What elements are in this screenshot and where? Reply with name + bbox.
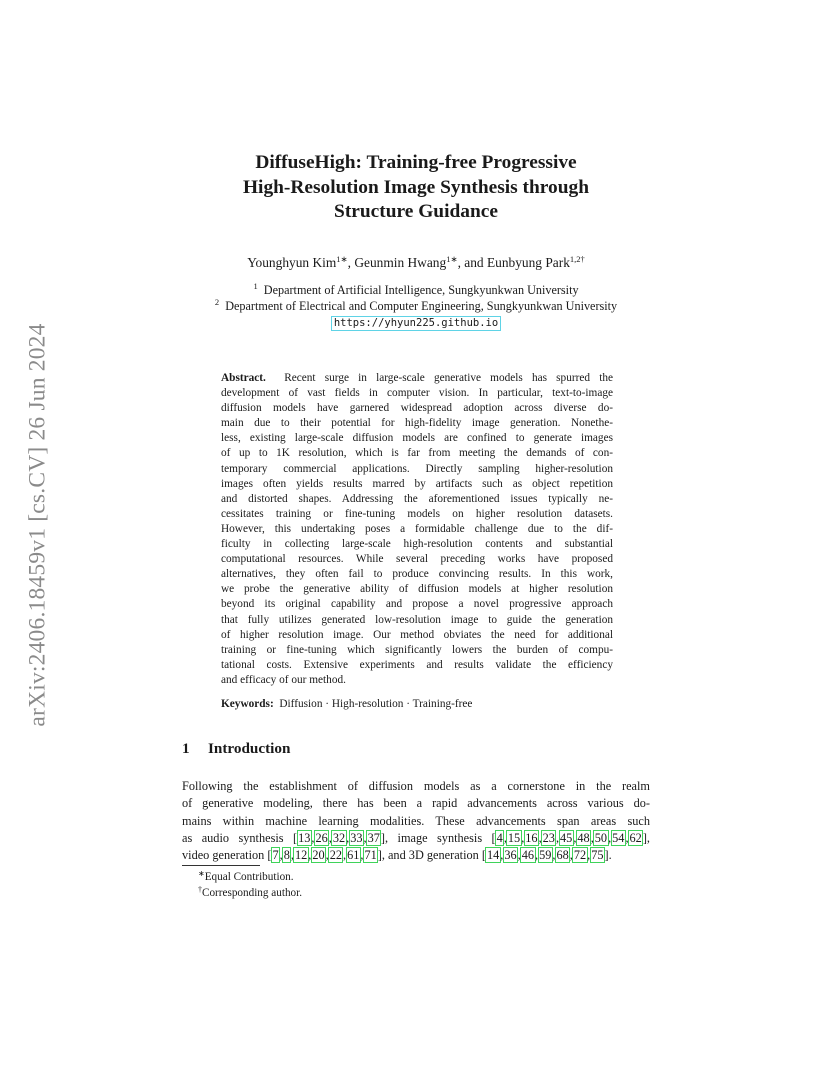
footnote-text: Equal Contribution. bbox=[204, 871, 294, 883]
body-text: ], and 3D generation [ bbox=[377, 848, 486, 863]
citation-separator: , bbox=[360, 848, 364, 863]
citation-link[interactable]: 46 bbox=[521, 848, 535, 863]
citation-link[interactable]: 59 bbox=[539, 848, 552, 863]
author-list bbox=[180, 255, 652, 271]
affiliation-url-line bbox=[180, 314, 652, 331]
citation-link[interactable]: 50 bbox=[594, 830, 608, 845]
abstract-line: temporary commercial applications. Directly sampling higher-resolution bbox=[221, 462, 613, 475]
citation-link[interactable]: 12 bbox=[294, 848, 308, 863]
author-name: Geunmin Hwang bbox=[354, 255, 447, 270]
section-number: 1 bbox=[182, 740, 190, 757]
citation-link[interactable]: 20 bbox=[312, 848, 325, 863]
project-url-link[interactable]: https://yhyun225.github.io bbox=[331, 316, 501, 331]
abstract-line: main due to their potential for high-fidelity image generation. Nonethe- bbox=[221, 417, 613, 430]
citation-link[interactable]: 16 bbox=[525, 830, 538, 845]
citation-separator: , bbox=[346, 830, 350, 845]
citation-separator: , bbox=[279, 848, 283, 863]
abstract-line: of up to 1K resolution, which is far from meeting the demands of con- bbox=[221, 447, 613, 460]
citation-link[interactable]: 71 bbox=[364, 848, 377, 863]
abstract-line: diffusion models have garnered widespread adoption across diverse do- bbox=[221, 402, 613, 415]
citation-separator: , bbox=[521, 830, 525, 845]
citation-separator: , bbox=[308, 848, 312, 863]
citation-link[interactable]: 62 bbox=[629, 830, 642, 845]
abstract-line: of higher resolution image. Our method obviates the need for additional bbox=[221, 628, 613, 641]
citation-separator: , bbox=[328, 830, 332, 845]
affiliation-text: Department of Electrical and Computer Engineering, Sungkyunkwan University bbox=[225, 299, 618, 313]
abstract-line: images often yields results marred by artifacts such as object repetition bbox=[221, 477, 613, 490]
abstract-line: and efficacy of our method. bbox=[221, 673, 346, 686]
citation-separator: , bbox=[555, 830, 560, 845]
abstract-line: that fully utilizes generated low-resolution image to guide the generation bbox=[221, 613, 613, 626]
footnote bbox=[198, 870, 302, 886]
introduction-text bbox=[182, 778, 650, 864]
abstract-line: we probe the generative ability of diffusion models at higher resolution bbox=[221, 583, 613, 596]
body-text: as audio synthesis [ bbox=[182, 830, 298, 845]
citation-link[interactable]: 23 bbox=[542, 830, 555, 845]
title-line: DiffuseHigh: Training-free Progressive bbox=[255, 152, 577, 173]
citation-link[interactable]: 14 bbox=[486, 848, 500, 863]
citation-group-3d bbox=[486, 848, 605, 862]
citation-separator: , bbox=[517, 848, 521, 863]
affiliation-mark: 2 bbox=[214, 297, 220, 307]
footnote bbox=[198, 886, 302, 902]
abstract-line bbox=[221, 371, 613, 386]
citation-separator: , bbox=[290, 848, 294, 863]
citation-link[interactable]: 32 bbox=[332, 830, 346, 845]
citation-separator: , bbox=[500, 848, 504, 863]
abstract bbox=[221, 371, 613, 688]
citation-separator: , bbox=[538, 830, 542, 845]
author-mark: 1,2† bbox=[569, 254, 585, 264]
abstract-line: beyond its original capability and propose a novel progressive approach bbox=[221, 598, 613, 611]
citation-link[interactable]: 15 bbox=[507, 830, 521, 845]
section-heading bbox=[182, 740, 290, 758]
citation-link[interactable]: 54 bbox=[612, 830, 625, 845]
abstract-line: and distorted shapes. Addressing the aforementioned issues typically ne- bbox=[221, 492, 613, 505]
citation-separator: , bbox=[325, 848, 329, 863]
citation-separator: , bbox=[587, 848, 591, 863]
citation-link[interactable]: 4 bbox=[496, 830, 503, 845]
body-line: Following the establishment of diffusion models as a cornerstone in the realm bbox=[182, 779, 650, 793]
author-mark: 1∗ bbox=[336, 254, 348, 264]
title-line: Structure Guidance bbox=[334, 201, 498, 222]
author-separator: , bbox=[347, 255, 355, 270]
footnote-text: Corresponding author. bbox=[202, 886, 303, 899]
citation-link[interactable]: 48 bbox=[577, 830, 590, 845]
citation-separator: , bbox=[342, 848, 347, 863]
abstract-line: ficulty in collecting large-scale high-resolution contents and substantial bbox=[221, 538, 613, 551]
abstract-line: less, existing large-scale diffusion models are confined to generate images bbox=[221, 432, 613, 445]
abstract-line: tational costs. Extensive experiments and results validate the efficiency bbox=[221, 658, 613, 671]
citation-link[interactable]: 22 bbox=[329, 848, 342, 863]
citation-group-image bbox=[496, 831, 643, 845]
citation-separator: , bbox=[535, 848, 539, 863]
citation-separator: , bbox=[625, 830, 629, 845]
author-name: Younghyun Kim bbox=[247, 255, 337, 270]
citation-separator: , bbox=[573, 830, 577, 845]
footnote-mark: † bbox=[198, 884, 202, 894]
section-title: Introduction bbox=[208, 740, 291, 757]
citation-link[interactable]: 7 bbox=[272, 848, 279, 863]
citation-link[interactable]: 26 bbox=[315, 830, 328, 845]
keywords-text: Diffusion · High-resolution · Training-free bbox=[279, 698, 473, 710]
citation-separator: , bbox=[608, 830, 612, 845]
paper-title bbox=[180, 151, 652, 225]
footnote-rule bbox=[182, 865, 260, 866]
body-line-citations bbox=[182, 847, 650, 864]
affiliation bbox=[180, 282, 652, 298]
body-text: ]. bbox=[604, 848, 612, 863]
citation-link[interactable]: 72 bbox=[573, 848, 587, 863]
citation-link[interactable]: 75 bbox=[591, 848, 604, 863]
author-separator: , and bbox=[457, 255, 487, 270]
citation-separator: , bbox=[363, 830, 367, 845]
body-text: video generation [ bbox=[182, 848, 272, 863]
affiliation-mark: 1 bbox=[253, 281, 258, 291]
abstract-line: However, this undertaking poses a formidable challenge due to the dif- bbox=[221, 522, 613, 535]
body-text: ], image synthesis [ bbox=[380, 830, 496, 845]
citation-group-video bbox=[271, 848, 377, 862]
affiliation-text: Department of Artificial Intelligence, Sungkyunkwan University bbox=[263, 283, 579, 297]
author-mark: 1∗ bbox=[446, 254, 458, 264]
arxiv-identifier: arXiv:2406.18459v1 [cs.CV] 26 Jun 2024 bbox=[24, 323, 51, 727]
body-line-citations bbox=[182, 830, 650, 847]
citation-link[interactable]: 36 bbox=[504, 848, 517, 863]
body-line: mains within machine learning modalities. These advancements span areas such bbox=[182, 813, 650, 828]
citation-link[interactable]: 33 bbox=[350, 830, 363, 845]
body-text: ], bbox=[642, 830, 650, 845]
citation-link[interactable]: 61 bbox=[347, 848, 360, 863]
footnote-mark: ∗ bbox=[198, 869, 205, 878]
abstract-line: computational resources. While several preceding works have proposed bbox=[221, 553, 613, 566]
citation-separator: , bbox=[503, 830, 507, 845]
citation-group-audio bbox=[297, 831, 381, 845]
abstract-label: Abstract. bbox=[221, 372, 266, 384]
abstract-line: alternatives, they often fail to produce convincing results. In this work, bbox=[221, 568, 613, 581]
citation-link[interactable]: 45 bbox=[560, 830, 573, 845]
citation-separator: , bbox=[552, 848, 556, 863]
citation-link[interactable]: 68 bbox=[556, 848, 569, 863]
abstract-line: development of vast fields in computer vision. In particular, text-to-image bbox=[221, 387, 613, 400]
citation-separator: , bbox=[311, 830, 315, 845]
citation-link[interactable]: 13 bbox=[298, 830, 311, 845]
keywords-label: Keywords: bbox=[221, 698, 274, 710]
affiliation bbox=[180, 298, 652, 314]
body-line: of generative modeling, there has been a rapid advancements across various do- bbox=[182, 796, 650, 811]
citation-separator: , bbox=[590, 830, 594, 845]
title-line: High-Resolution Image Synthesis through bbox=[242, 176, 590, 198]
citation-separator: , bbox=[569, 848, 573, 863]
keywords bbox=[221, 697, 613, 712]
citation-link[interactable]: 8 bbox=[283, 848, 290, 863]
abstract-text: Recent surge in large-scale generative models has spurred the bbox=[284, 372, 614, 384]
abstract-line: cessitates training or fine-tuning models on higher resolution datasets. bbox=[221, 507, 613, 520]
citation-link[interactable]: 37 bbox=[367, 830, 380, 845]
abstract-line: training or fine-tuning which significantly lowers the burden of compu- bbox=[221, 643, 613, 656]
affiliations bbox=[180, 282, 652, 331]
author-name: Eunbyung Park bbox=[486, 255, 570, 270]
footnotes bbox=[198, 870, 302, 901]
